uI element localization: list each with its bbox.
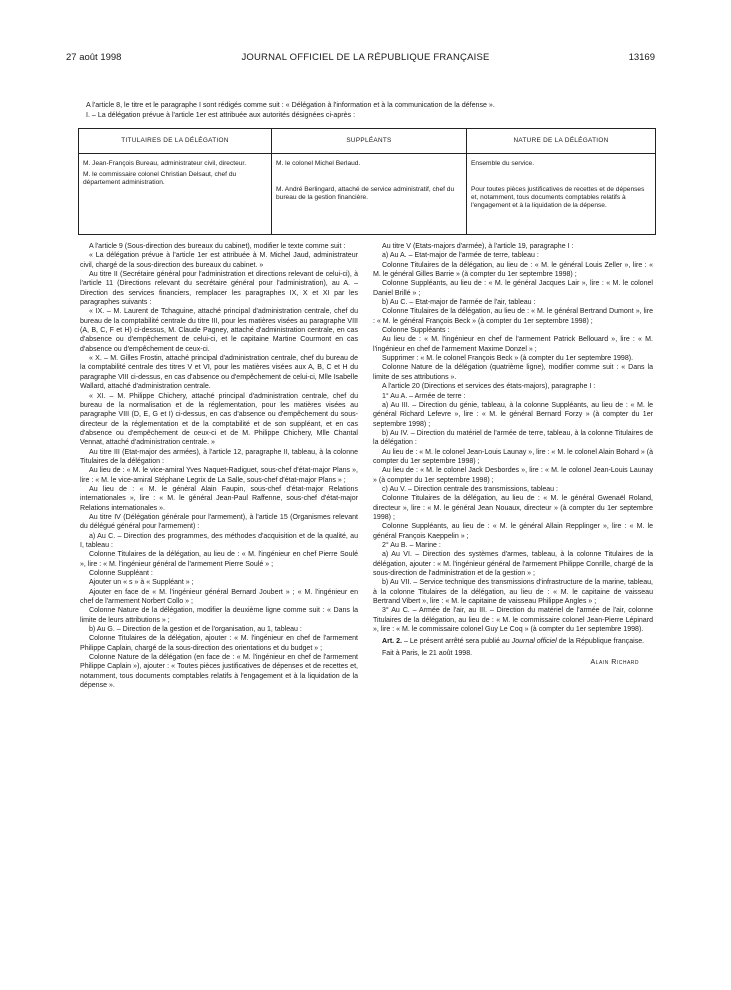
signature: Alain Richard (590, 659, 639, 667)
cell-line: Pour toutes pièces justificatives de recettes et de dépenses et, notamment, tous documents comptables relatifs à l'engagement et à la liquidation de la dépense. (471, 186, 645, 209)
cell-line: M. Jean-François Bureau, administrateur civil, directeur. (83, 160, 247, 167)
paragraph: Colonne Suppléants, au lieu de : « M. le général Jacques Lair », lire : « M. le colonel Daniel Brillé » ; (373, 280, 653, 297)
paragraph: Au titre III (Etat-major des armées), à l'article 12, paragraphe II, tableau, à la colonne Titulaires de la délégation : (80, 448, 358, 465)
article-2 (373, 637, 653, 646)
done-at: Fait à Paris, le 21 août 1998. (382, 649, 473, 657)
paragraph: b) Au IV. – Direction du matériel de l'armée de terre, tableau, à la colonne Titulaires de la délégation : (373, 429, 653, 447)
right-column (373, 242, 653, 667)
paragraph: Colonne Suppléants : (382, 327, 450, 335)
paragraph: Colonne Titulaires de la délégation, au lieu de : « M. le général Louis Zeller », lire : « M. le général Gilles Barrie » (à compter du 1er septembre 1998) ; (373, 261, 653, 279)
table-cell-titulaires (79, 154, 272, 235)
article-2-text: – Le présent arrêté sera publié au (401, 638, 512, 646)
paragraph: Colonne Nature de la délégation, modifier la deuxième ligne comme suit : « Dans la limite de leurs attributions » ; (80, 607, 358, 624)
paragraph: « XI. – M. Philippe Chichery, attaché principal d'administration centrale, chef du bureau de la normalisation et de la réglementation, pour les matières visées au paragraphe VIII (D, E, G et I) ci-dessus, en cas d'absence ou d'empêchement du sous-directeur de la réglementation et de la comptabilité et de son suppléant, et en cas d'absence ou d'empêchement de ceux-ci et de M. Philippe Chichery, Mlle Chantal Vennat, attaché d'administration centrale. » (80, 392, 358, 447)
paragraph: a) Au A. – Etat-major de l'armée de terre, tableau : (382, 252, 539, 260)
left-column (80, 242, 358, 691)
paragraph: Supprimer : « M. le colonel François Beck » (à compter du 1er septembre 1998). (382, 355, 634, 363)
cell-line: M. André Berlingard, attaché de service administratif, chef du bureau de la gestion financière. (276, 186, 455, 201)
intro-paragraph: I. – La délégation prévue à l'article 1er est attribuée aux autorités désignées ci-après : (86, 111, 356, 119)
paragraph: b) Au C. – Etat-major de l'armée de l'air, tableau : (382, 299, 536, 307)
article-2-label: Art. 2. (382, 638, 402, 646)
paragraph: 3° Au C. – Armée de l'air, au III. – Direction du matériel de l'armée de l'air, colonne Titulaires de la délégation, au lieu de : « M. le commissaire colonel Jean-Pierre Lépinard », lire : « M. le commissaire colonel Guy Le Coq » (à compter du 1er septembre 1998). (373, 607, 653, 634)
table-cell-nature (467, 154, 656, 235)
issue-date: 27 août 1998 (66, 52, 122, 63)
paragraph: a) Au III. – Direction du génie, tableau, à la colonne Suppléants, au lieu de : « M. le général Richard Lefevre », lire : « M. le général Bernard Forzy » (à compter du 1er septembre 1998) ; (373, 401, 653, 428)
table-header-titulaires: TITULAIRES DE LA DÉLÉGATION (79, 129, 272, 154)
paragraph: Colonne Nature de la délégation (en face de : « M. l'ingénieur en chef de l'armement Philippe Caplain »), ajouter : « Toutes pièces justificatives de dépenses et de recettes et, notamment, tous documents comptables relatifs à l'engagement et à la liquidation de la dépense ». (80, 654, 358, 690)
paragraph: 1° Au A. – Armée de terre : (382, 392, 466, 400)
page-number: 13169 (628, 52, 655, 63)
paragraph: Au lieu de : « M. le colonel Jack Desbordes », lire : « M. le colonel Jean-Louis Launay » (à compter du 1er septembre 1998) ; (373, 467, 653, 484)
paragraph: Colonne Titulaires de la délégation, au lieu de : « M. l'ingénieur en chef Pierre Soulé », lire : « M. l'ingénieur général de l'armement Pierre Soulé » ; (80, 551, 358, 568)
table-cell-suppleants (272, 154, 467, 235)
paragraph: Au lieu de : « M. le général Alain Faupin, sous-chef d'état-major Relations internationales », lire : « M. le général Jean-Paul Raffenne, sous-chef d'état-major Relations internationales ». (80, 485, 358, 512)
paragraph: Au titre V (Etats-majors d'armée), à l'article 19, paragraphe I : (382, 243, 574, 250)
intro-block (78, 100, 658, 120)
journal-reference: Journal officiel (511, 638, 557, 646)
paragraph: Colonne Titulaires de la délégation, au lieu de : « M. le général Gwenaël Roland, directeur », lire : « M. le général Jean Nouaux, directeur » (à compter du 1er septembre 1998) ; (373, 495, 653, 521)
journal-title: JOURNAL OFFICIEL DE LA RÉPUBLIQUE FRANÇAISE (241, 52, 490, 63)
paragraph: Au lieu de : « M. le vice-amiral Yves Naquet-Radiguet, sous-chef d'état-major Plans », lire : « M. le vice-amiral Stéphane Legrix de La Salle, sous-chef d'état-major Plans » ; (80, 467, 358, 484)
paragraph: « IX. – M. Laurent de Tchaguine, attaché principal d'administration centrale, chef du bureau de la comptabilité centrale du titre III, pour les matières visées au paragraphe VIII (A, B, C, F et H) ci-dessus, M. Claude Pagney, attaché d'administration centrale, en cas d'absence ou d'empêchement de celui-ci, et le capitaine Martine Courmont en cas d'absence ou d'empêchement de ceux-ci. (80, 308, 358, 353)
paragraph: c) Au V. – Direction centrale des transmissions, tableau : (382, 485, 558, 493)
delegation-table (78, 128, 656, 235)
intro-paragraph: A l'article 8, le titre et le paragraphe I sont rédigés comme suit : « Délégation à l'information et à la communication de la défense ». (86, 101, 495, 109)
paragraph: A l'article 9 (Sous-direction des bureaux du cabinet), modifier le texte comme suit : (89, 243, 346, 250)
paragraph: Colonne Titulaires de la délégation, ajouter : « M. l'ingénieur en chef de l'armement Philippe Caplain, chargé de la sous-direction des orientations et du budget » ; (80, 635, 358, 652)
table-header-suppleants: SUPPLÉANTS (272, 129, 467, 154)
cell-line: Ensemble du service. (471, 160, 535, 167)
paragraph: « X. – M. Gilles Frostin, attaché principal d'administration centrale, chef du bureau de la comptabilité centrale des titres V et VI, pour les matières visées aux A, B, C et H du paragraphe VIII ci-dessus, en cas d'absence ou d'empêchement de celui-ci, Mlle Isabelle Wallard, attaché d'administration centrale. (80, 355, 358, 391)
paragraph: Ajouter un « s » à « Suppléant » ; (89, 579, 194, 587)
paragraph: Au titre IV (Délégation générale pour l'armement), à l'article 15 (Organismes relevant du délégué général pour l'armement) : (80, 513, 358, 531)
paragraph: « La délégation prévue à l'article 1er est attribuée à M. Michel Jaud, administrateur civil, chargé de la sous-direction des bureaux du cabinet. » (80, 252, 358, 269)
paragraph: Au lieu de : « M. le colonel Jean-Louis Launay », lire : « M. le colonel Alain Bohard » (à compter du 1er septembre 1998) ; (373, 448, 653, 465)
table-header-nature: NATURE DE LA DÉLÉGATION (467, 129, 656, 154)
paragraph: A l'article 20 (Directions et services des états-majors), paragraphe I : (382, 383, 596, 391)
cell-line: M. le colonel Michel Berlaud. (276, 160, 361, 167)
table-header-row (79, 129, 656, 154)
paragraph: Colonne Nature de la délégation (quatrième ligne), modifier comme suit : « Dans la limite de ses attributions ». (373, 364, 653, 381)
paragraph: b) Au G. – Direction de la gestion et de l'organisation, au 1, tableau : (89, 626, 302, 634)
paragraph: Au lieu de : « M. l'ingénieur en chef de l'armement Patrick Bellouard », lire : « M. l'ingénieur en chef de l'armement Maxime Donzel » ; (373, 336, 653, 353)
paragraph: Colonne Suppléants, au lieu de : « M. le général Allain Repplinger », lire : « M. le général François Kaeppelin » ; (373, 523, 653, 540)
paragraph: a) Au VI. – Direction des systèmes d'armes, tableau, à la colonne Titulaires de la délégation, ajouter : « M. l'ingénieur général de l'armement Philippe Conrille, chargé de la sous-direction de l'administration et de la gestion » ; (373, 551, 653, 578)
paragraph: Colonne Suppléant : (89, 570, 153, 578)
cell-line: M. le commissaire colonel Christian Delsaut, chef du département administration. (83, 171, 237, 186)
paragraph: a) Au C. – Direction des programmes, des méthodes d'acquisition et de la qualité, au I, tableau : (80, 532, 358, 549)
paragraph: Ajouter en face de « M. l'ingénieur général Bernard Joubert » ; « M. l'ingénieur en chef de l'armement Norbert Collo » ; (80, 588, 358, 606)
paragraph: b) Au VII. – Service technique des transmissions d'infrastructure de la marine, tableau, à la colonne Titulaires de la délégation, au lieu de : « M. le capitaine de vaisseau Bertrand Vibert », lire : « M. le capitaine de vaisseau Philippe Angles » ; (373, 579, 653, 606)
paragraph: Au titre II (Secrétaire général pour l'administration et directions relevant de celui-ci), à l'article 11 (Directions relevant du secrétaire général pour l'administration), au A. – Direction des services financiers, remplacer les paragraphes IX, X et XI par les paragraphes suivants : (80, 271, 358, 307)
table-row (79, 154, 656, 235)
paragraph: Colonne Titulaires de la délégation, au lieu de : « M. le général Bertrand Dumont », lire : « M. le général François Beck » (à compter du 1er septembre 1998) ; (373, 308, 653, 325)
page-header (0, 52, 731, 66)
paragraph: 2° Au B. – Marine : (382, 542, 441, 549)
article-2-end: de la République française. (556, 638, 645, 646)
